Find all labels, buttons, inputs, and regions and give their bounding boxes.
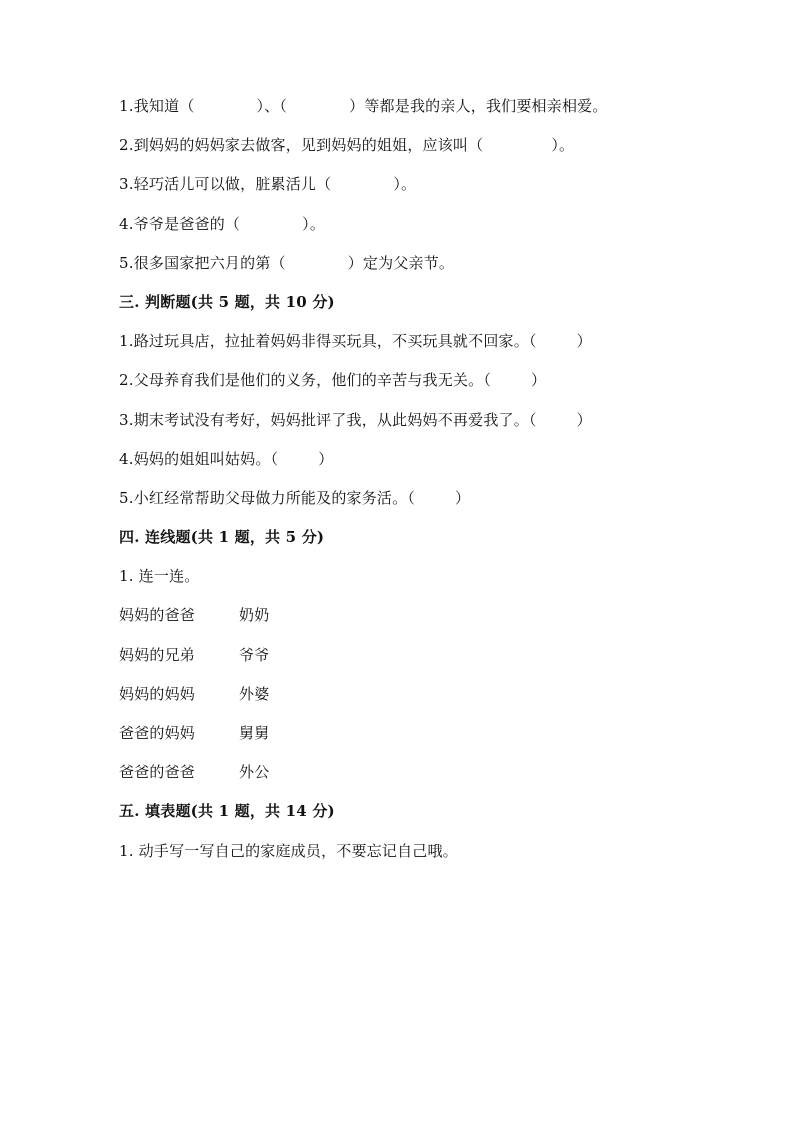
question-text: ）等都是我的亲人，我们要相亲相爱。 [349,97,608,115]
question-text: 小红经常帮助父母做力所能及的家务活。（ [133,488,416,507]
table-fill-prompt: 1. 动手写一写自己的家庭成员，不要忘记自己哦。 [119,841,458,860]
fill-question-1 [119,94,759,133]
question-text: ） [531,371,547,390]
worksheet-page [119,94,759,878]
fill-question-3 [119,172,759,211]
question-text: ） [455,488,471,507]
judge-question-5 [119,486,759,525]
section-heading-judge: 三. 判断题(共 5 题，共 10 分) [119,292,335,311]
question-number: 1. [119,332,134,351]
question-text: ）定为父亲节。 [347,253,455,272]
matching-left-item[interactable]: 爸爸的妈妈 [119,724,196,742]
question-number: 2. [119,371,134,390]
section-heading-table-fill: 五. 填表题(共 1 题，共 14 分) [119,802,335,821]
judge-question-4 [119,447,759,486]
question-number: 3. [119,175,134,194]
question-text: 到妈妈的妈妈家去做客，见到妈妈的姐姐，应该叫（ [133,136,484,155]
question-number: 4. [119,214,134,233]
matching-right-item[interactable]: 舅舅 [239,724,270,742]
question-text: ）、（ [256,97,288,115]
question-text: ）。 [302,214,326,233]
matching-row [119,643,759,682]
question-number: 1. [119,97,134,115]
matching-left-item[interactable]: 妈妈的妈妈 [119,684,196,703]
question-text: 轻巧活儿可以做，脏累活儿（ [133,175,332,194]
matching-right-item[interactable]: 奶奶 [239,606,270,625]
question-number: 2. [119,136,134,155]
question-text: 很多国家把六月的第（ [133,253,286,272]
question-text: 父母养育我们是他们的义务，他们的辛苦与我无关。（ [133,371,492,390]
question-text: 妈妈的姐姐叫姑妈。（ [133,449,279,468]
matching-row [119,760,759,799]
question-text: ） [576,410,592,429]
question-text: 期末考试没有考好，妈妈批评了我，从此妈妈不再爱我了。（ [133,410,537,429]
matching-right-item[interactable]: 外婆 [239,684,270,703]
matching-left-item[interactable]: 爸爸的爸爸 [119,763,196,782]
question-text: 爷爷是爸爸的（ [133,214,241,233]
fill-question-4 [119,212,759,251]
question-number: 4. [119,449,134,468]
question-number: 5. [119,253,134,272]
question-text: 路过玩具店，拉扯着妈妈非得买玩具，不买玩具就不回家。（ [133,332,537,351]
matching-left-item[interactable]: 妈妈的爸爸 [119,606,196,625]
question-number: 3. [119,410,134,429]
question-text: ）。 [551,136,575,155]
question-text: ） [576,332,592,351]
fill-question-5 [119,251,759,290]
matching-right-item[interactable]: 爷爷 [239,645,270,664]
matching-right-item[interactable]: 外公 [239,763,270,782]
matching-row [119,721,759,760]
fill-question-2 [119,133,759,172]
question-text: ）。 [393,175,417,194]
judge-question-2 [119,368,759,407]
judge-question-1 [119,329,759,368]
matching-row [119,682,759,721]
question-text: ） [318,449,334,468]
matching-prompt: 1. 连一连。 [119,567,200,586]
judge-question-3 [119,408,759,447]
question-number: 5. [119,488,134,507]
section-heading-matching: 四. 连线题(共 1 题，共 5 分) [119,528,325,547]
question-text: 我知道（ [133,97,195,115]
matching-left-item[interactable]: 妈妈的兄弟 [119,645,196,664]
matching-row [119,603,759,642]
